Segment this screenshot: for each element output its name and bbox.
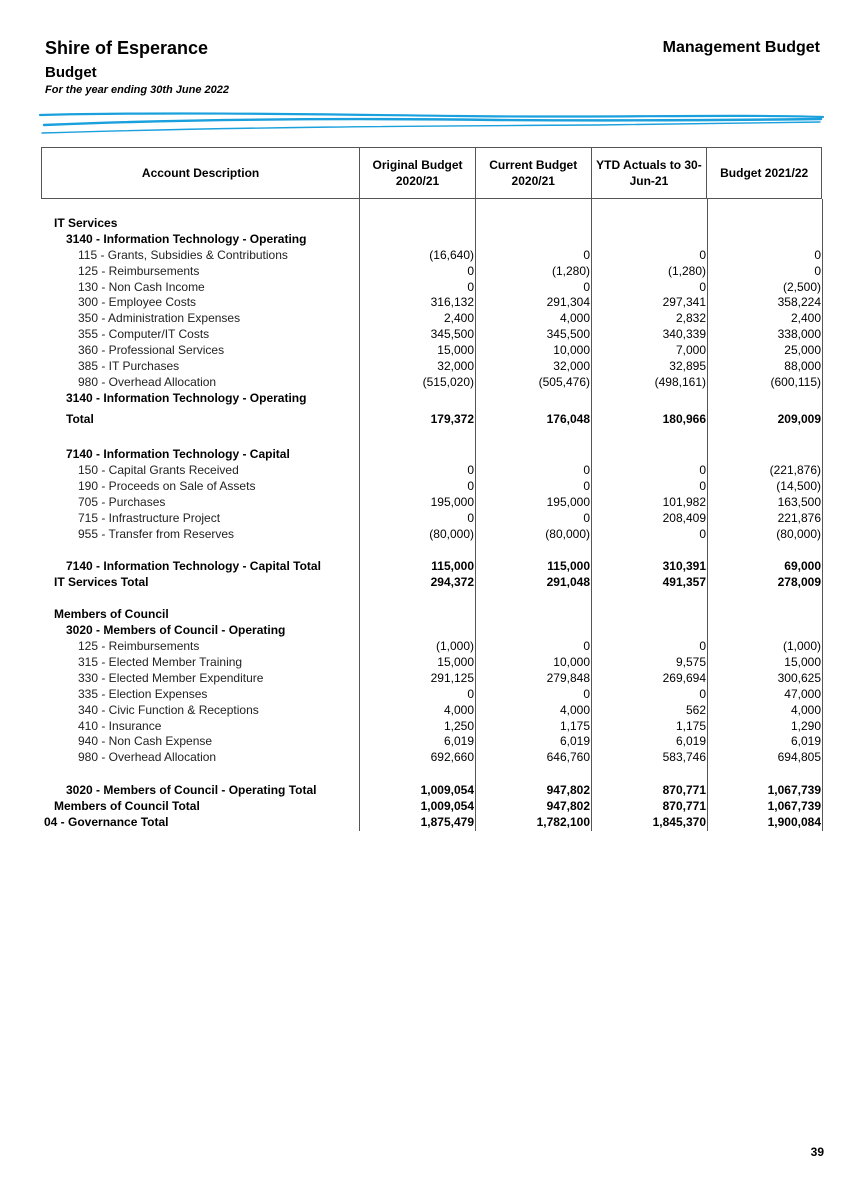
row-description: 350 - Administration Expenses <box>78 311 241 326</box>
budget-2021-22-cell: 0 <box>814 263 821 278</box>
budget-2021-22-cell: 6,019 <box>790 734 821 749</box>
ytd-actuals-cell: 870,771 <box>662 798 706 813</box>
spacer-row <box>41 543 822 560</box>
current-budget-cell <box>475 216 591 232</box>
ytd-actuals-cell: 180,966 <box>662 411 706 426</box>
original-budget-cell: 195,000 <box>430 494 474 509</box>
current-budget-cell: 176,048 <box>546 411 590 426</box>
budget-2021-22-cell: 1,067,739 <box>767 782 821 797</box>
original-budget-cell: 1,875,479 <box>420 814 474 829</box>
row-description: IT Services Total <box>54 574 149 589</box>
table-row <box>41 327 822 343</box>
current-budget-cell: 291,304 <box>546 295 590 310</box>
total-row <box>41 799 822 815</box>
row-description: 410 - Insurance <box>78 718 162 733</box>
original-budget-cell <box>359 447 475 463</box>
table-row <box>41 639 822 655</box>
row-description: 7140 - Information Technology - Capital Total <box>66 559 321 574</box>
current-budget-cell: 345,500 <box>546 327 590 342</box>
budget-2021-22-cell: (2,500) <box>782 279 821 294</box>
budget-2021-22-cell: (14,500) <box>776 478 821 493</box>
ytd-actuals-cell: 0 <box>699 526 706 541</box>
table-row <box>41 311 822 327</box>
current-budget-cell: 115,000 <box>547 559 590 574</box>
original-budget-cell: 179,372 <box>430 411 474 426</box>
report-subtitle: Budget <box>45 64 97 81</box>
ytd-actuals-cell: 0 <box>699 686 706 701</box>
budget-2021-22-cell: 2,400 <box>790 311 821 326</box>
original-budget-cell: (16,640) <box>429 247 474 262</box>
current-budget-cell <box>475 607 591 623</box>
spacer-row <box>41 766 822 783</box>
original-budget-cell: (80,000) <box>429 526 474 541</box>
row-description: 360 - Professional Services <box>78 343 225 358</box>
ytd-actuals-cell: 2,832 <box>675 311 706 326</box>
budget-2021-22-cell <box>707 623 822 639</box>
section-heading-row <box>41 623 822 639</box>
original-budget-cell: 692,660 <box>430 750 474 765</box>
row-description: 980 - Overhead Allocation <box>78 750 217 765</box>
row-description: 7140 - Information Technology - Capital <box>66 447 290 462</box>
original-budget-cell: 1,009,054 <box>420 782 474 797</box>
column-header-original-budget: Original Budget 2020/21 <box>359 148 475 198</box>
row-description: 04 - Governance Total <box>44 814 169 829</box>
budget-2021-22-cell: 4,000 <box>790 702 821 717</box>
ytd-actuals-cell: 870,771 <box>662 782 706 797</box>
total-row <box>41 575 822 591</box>
budget-2021-22-cell: 358,224 <box>777 295 821 310</box>
current-budget-cell: 0 <box>583 510 590 525</box>
ytd-actuals-cell: 0 <box>699 279 706 294</box>
original-budget-cell: 0 <box>467 510 474 525</box>
budget-2021-22-cell: (1,000) <box>782 639 821 654</box>
current-budget-cell: 646,760 <box>546 750 590 765</box>
column-divider <box>822 199 823 831</box>
table-row <box>41 248 822 264</box>
budget-2021-22-cell: 338,000 <box>777 327 821 342</box>
current-budget-cell: 279,848 <box>546 670 590 685</box>
original-budget-cell: 316,132 <box>430 295 474 310</box>
table-row <box>41 750 822 766</box>
ytd-actuals-cell <box>591 232 707 248</box>
table-row <box>41 671 822 687</box>
budget-2021-22-cell: 25,000 <box>784 343 821 358</box>
original-budget-cell <box>359 216 475 232</box>
current-budget-cell: 0 <box>583 639 590 654</box>
current-budget-cell: 10,000 <box>553 343 590 358</box>
row-description: 355 - Computer/IT Costs <box>78 327 210 342</box>
ytd-actuals-cell: 1,175 <box>675 718 706 733</box>
original-budget-cell: 1,250 <box>443 718 474 733</box>
budget-2021-22-cell: 221,876 <box>777 510 821 525</box>
section-heading-row <box>41 607 822 623</box>
original-budget-cell: 4,000 <box>443 702 474 717</box>
current-budget-cell: 4,000 <box>559 702 590 717</box>
ytd-actuals-cell: (498,161) <box>654 374 706 389</box>
table-row <box>41 375 822 391</box>
original-budget-cell: 115,000 <box>431 559 474 574</box>
report-title: Management Budget <box>662 39 820 56</box>
original-budget-cell: 32,000 <box>437 359 474 374</box>
ytd-actuals-cell: 491,357 <box>662 574 706 589</box>
total-row <box>41 407 822 431</box>
budget-2021-22-cell: (600,115) <box>770 374 821 389</box>
row-description: 130 - Non Cash Income <box>78 279 205 294</box>
budget-2021-22-cell: 47,000 <box>784 686 821 701</box>
original-budget-cell <box>359 391 475 407</box>
ytd-actuals-cell: 583,746 <box>662 750 706 765</box>
budget-2021-22-cell <box>707 607 822 623</box>
budget-2021-22-cell: 278,009 <box>777 574 821 589</box>
ytd-actuals-cell: (1,280) <box>667 263 706 278</box>
ytd-actuals-cell <box>591 391 707 407</box>
current-budget-cell <box>475 391 591 407</box>
original-budget-cell: 294,372 <box>430 574 474 589</box>
ytd-actuals-cell: 7,000 <box>675 343 706 358</box>
original-budget-cell: 0 <box>467 279 474 294</box>
current-budget-cell <box>475 447 591 463</box>
current-budget-cell: 291,048 <box>546 574 590 589</box>
ytd-actuals-cell <box>591 607 707 623</box>
current-budget-cell: 1,175 <box>559 718 590 733</box>
ytd-actuals-cell: 1,845,370 <box>652 814 706 829</box>
current-budget-cell: 10,000 <box>553 654 590 669</box>
current-budget-cell <box>475 232 591 248</box>
original-budget-cell: 291,125 <box>430 670 474 685</box>
table-row <box>41 359 822 375</box>
table-row <box>41 280 822 296</box>
budget-2021-22-cell: 1,067,739 <box>767 798 821 813</box>
ytd-actuals-cell: 310,391 <box>662 559 706 574</box>
budget-2021-22-cell <box>707 447 822 463</box>
budget-2021-22-cell: (80,000) <box>776 526 821 541</box>
row-description: 980 - Overhead Allocation <box>78 374 217 389</box>
original-budget-cell: 2,400 <box>443 311 474 326</box>
current-budget-cell: (80,000) <box>545 526 590 541</box>
table-row <box>41 703 822 719</box>
total-row <box>41 783 822 799</box>
ytd-actuals-cell: 340,339 <box>662 327 706 342</box>
original-budget-cell <box>359 623 475 639</box>
budget-2021-22-cell: 209,009 <box>777 411 821 426</box>
table-row <box>41 655 822 671</box>
row-description: 715 - Infrastructure Project <box>78 510 221 525</box>
row-description: 335 - Election Expenses <box>78 686 208 701</box>
current-budget-cell: 0 <box>583 463 590 478</box>
budget-2021-22-cell: 88,000 <box>784 359 821 374</box>
current-budget-cell: (505,476) <box>538 374 590 389</box>
original-budget-cell <box>359 607 475 623</box>
budget-table-body <box>41 216 822 830</box>
ytd-actuals-cell: 562 <box>685 702 706 717</box>
total-row <box>41 815 822 831</box>
budget-2021-22-cell: (221,876) <box>769 463 821 478</box>
ytd-actuals-cell <box>591 623 707 639</box>
current-budget-cell: 947,802 <box>546 798 590 813</box>
row-description: IT Services <box>54 216 118 230</box>
current-budget-cell: 4,000 <box>559 311 590 326</box>
ytd-actuals-cell: 269,694 <box>662 670 706 685</box>
original-budget-cell: 15,000 <box>437 343 474 358</box>
row-description: Members of Council Total <box>54 798 200 813</box>
table-row <box>41 495 822 511</box>
row-description: 955 - Transfer from Reserves <box>78 526 235 541</box>
ytd-actuals-cell: 32,895 <box>669 359 706 374</box>
table-row <box>41 734 822 750</box>
page-number: 39 <box>810 1145 824 1159</box>
ytd-actuals-cell: 208,409 <box>662 510 706 525</box>
total-row <box>41 559 822 575</box>
row-description: 115 - Grants, Subsidies & Contributions <box>78 247 288 262</box>
budget-2021-22-cell: 1,290 <box>790 718 821 733</box>
budget-2021-22-cell: 0 <box>814 247 821 262</box>
current-budget-cell: 1,782,100 <box>536 814 590 829</box>
budget-2021-22-cell: 163,500 <box>777 494 821 509</box>
current-budget-cell: 0 <box>583 279 590 294</box>
section-heading-row <box>41 216 822 232</box>
section-heading-row <box>41 232 822 248</box>
table-row <box>41 479 822 495</box>
ytd-actuals-cell: 0 <box>699 247 706 262</box>
original-budget-cell: (1,000) <box>435 639 474 654</box>
row-description: Total <box>66 411 94 426</box>
column-header-budget-2021-22: Budget 2021/22 <box>706 148 821 198</box>
row-description: 3020 - Members of Council - Operating <box>66 623 286 638</box>
ytd-actuals-cell: 0 <box>699 463 706 478</box>
table-row <box>41 719 822 735</box>
budget-2021-22-cell: 300,625 <box>777 670 821 685</box>
row-description: 3020 - Members of Council - Operating Total <box>66 782 317 797</box>
original-budget-cell: (515,020) <box>422 374 474 389</box>
row-description: 150 - Capital Grants Received <box>78 463 239 478</box>
current-budget-cell: 0 <box>583 247 590 262</box>
blue-swoosh-divider <box>38 108 828 138</box>
original-budget-cell: 0 <box>467 478 474 493</box>
row-description: 3140 - Information Technology - Operating <box>66 390 307 405</box>
table-row <box>41 511 822 527</box>
current-budget-cell: 947,802 <box>546 782 590 797</box>
row-description: 705 - Purchases <box>78 494 166 509</box>
budget-2021-22-cell <box>707 232 822 248</box>
budget-2021-22-cell: 694,805 <box>777 750 821 765</box>
current-budget-cell: 6,019 <box>559 734 590 749</box>
ytd-actuals-cell <box>591 216 707 232</box>
budget-2021-22-cell: 15,000 <box>784 654 821 669</box>
report-period: For the year ending 30th June 2022 <box>45 84 230 96</box>
budget-2021-22-cell: 69,000 <box>784 559 821 574</box>
ytd-actuals-cell: 6,019 <box>675 734 706 749</box>
budget-2021-22-cell <box>707 216 822 232</box>
row-description: 940 - Non Cash Expense <box>78 734 213 749</box>
row-description: 125 - Reimbursements <box>78 263 200 278</box>
ytd-actuals-cell: 297,341 <box>662 295 706 310</box>
section-heading-row <box>41 391 822 407</box>
table-row <box>41 687 822 703</box>
ytd-actuals-cell: 101,982 <box>662 494 706 509</box>
section-heading-row <box>41 447 822 463</box>
row-description: 330 - Elected Member Expenditure <box>78 670 264 685</box>
row-description: 315 - Elected Member Training <box>78 654 243 669</box>
original-budget-cell: 345,500 <box>430 327 474 342</box>
ytd-actuals-cell: 0 <box>699 478 706 493</box>
current-budget-cell <box>475 623 591 639</box>
original-budget-cell: 0 <box>467 463 474 478</box>
row-description: Members of Council <box>54 607 169 622</box>
budget-2021-22-cell: 1,900,084 <box>767 814 821 829</box>
row-description: 300 - Employee Costs <box>78 295 197 310</box>
ytd-actuals-cell <box>591 447 707 463</box>
row-description: 385 - IT Purchases <box>78 359 180 374</box>
ytd-actuals-cell: 9,575 <box>675 654 706 669</box>
current-budget-cell: 0 <box>583 478 590 493</box>
table-row <box>41 343 822 359</box>
table-row <box>41 295 822 311</box>
original-budget-cell: 6,019 <box>443 734 474 749</box>
original-budget-cell: 0 <box>467 263 474 278</box>
column-header-ytd-actuals: YTD Actuals to 30-Jun-21 <box>591 148 707 198</box>
table-row <box>41 463 822 479</box>
original-budget-cell: 0 <box>467 686 474 701</box>
table-row <box>41 527 822 543</box>
column-header-current-budget: Current Budget 2020/21 <box>475 148 591 198</box>
column-header-account-description: Account Description <box>141 166 260 180</box>
current-budget-cell: 195,000 <box>546 494 590 509</box>
row-description: 3140 - Information Technology - Operating <box>66 231 307 246</box>
organisation-name: Shire of Esperance <box>45 38 209 58</box>
ytd-actuals-cell: 0 <box>699 639 706 654</box>
table-header <box>41 147 822 199</box>
row-description: 125 - Reimbursements <box>78 639 200 654</box>
table-row <box>41 264 822 280</box>
original-budget-cell: 1,009,054 <box>420 798 474 813</box>
original-budget-cell: 15,000 <box>437 654 474 669</box>
spacer-row <box>41 431 822 448</box>
row-description: 340 - Civic Function & Receptions <box>78 702 259 717</box>
current-budget-cell: 32,000 <box>553 359 590 374</box>
original-budget-cell <box>359 232 475 248</box>
budget-2021-22-cell <box>707 391 822 407</box>
row-description: 190 - Proceeds on Sale of Assets <box>78 478 256 493</box>
current-budget-cell: (1,280) <box>551 263 590 278</box>
current-budget-cell: 0 <box>583 686 590 701</box>
spacer-row <box>41 591 822 608</box>
